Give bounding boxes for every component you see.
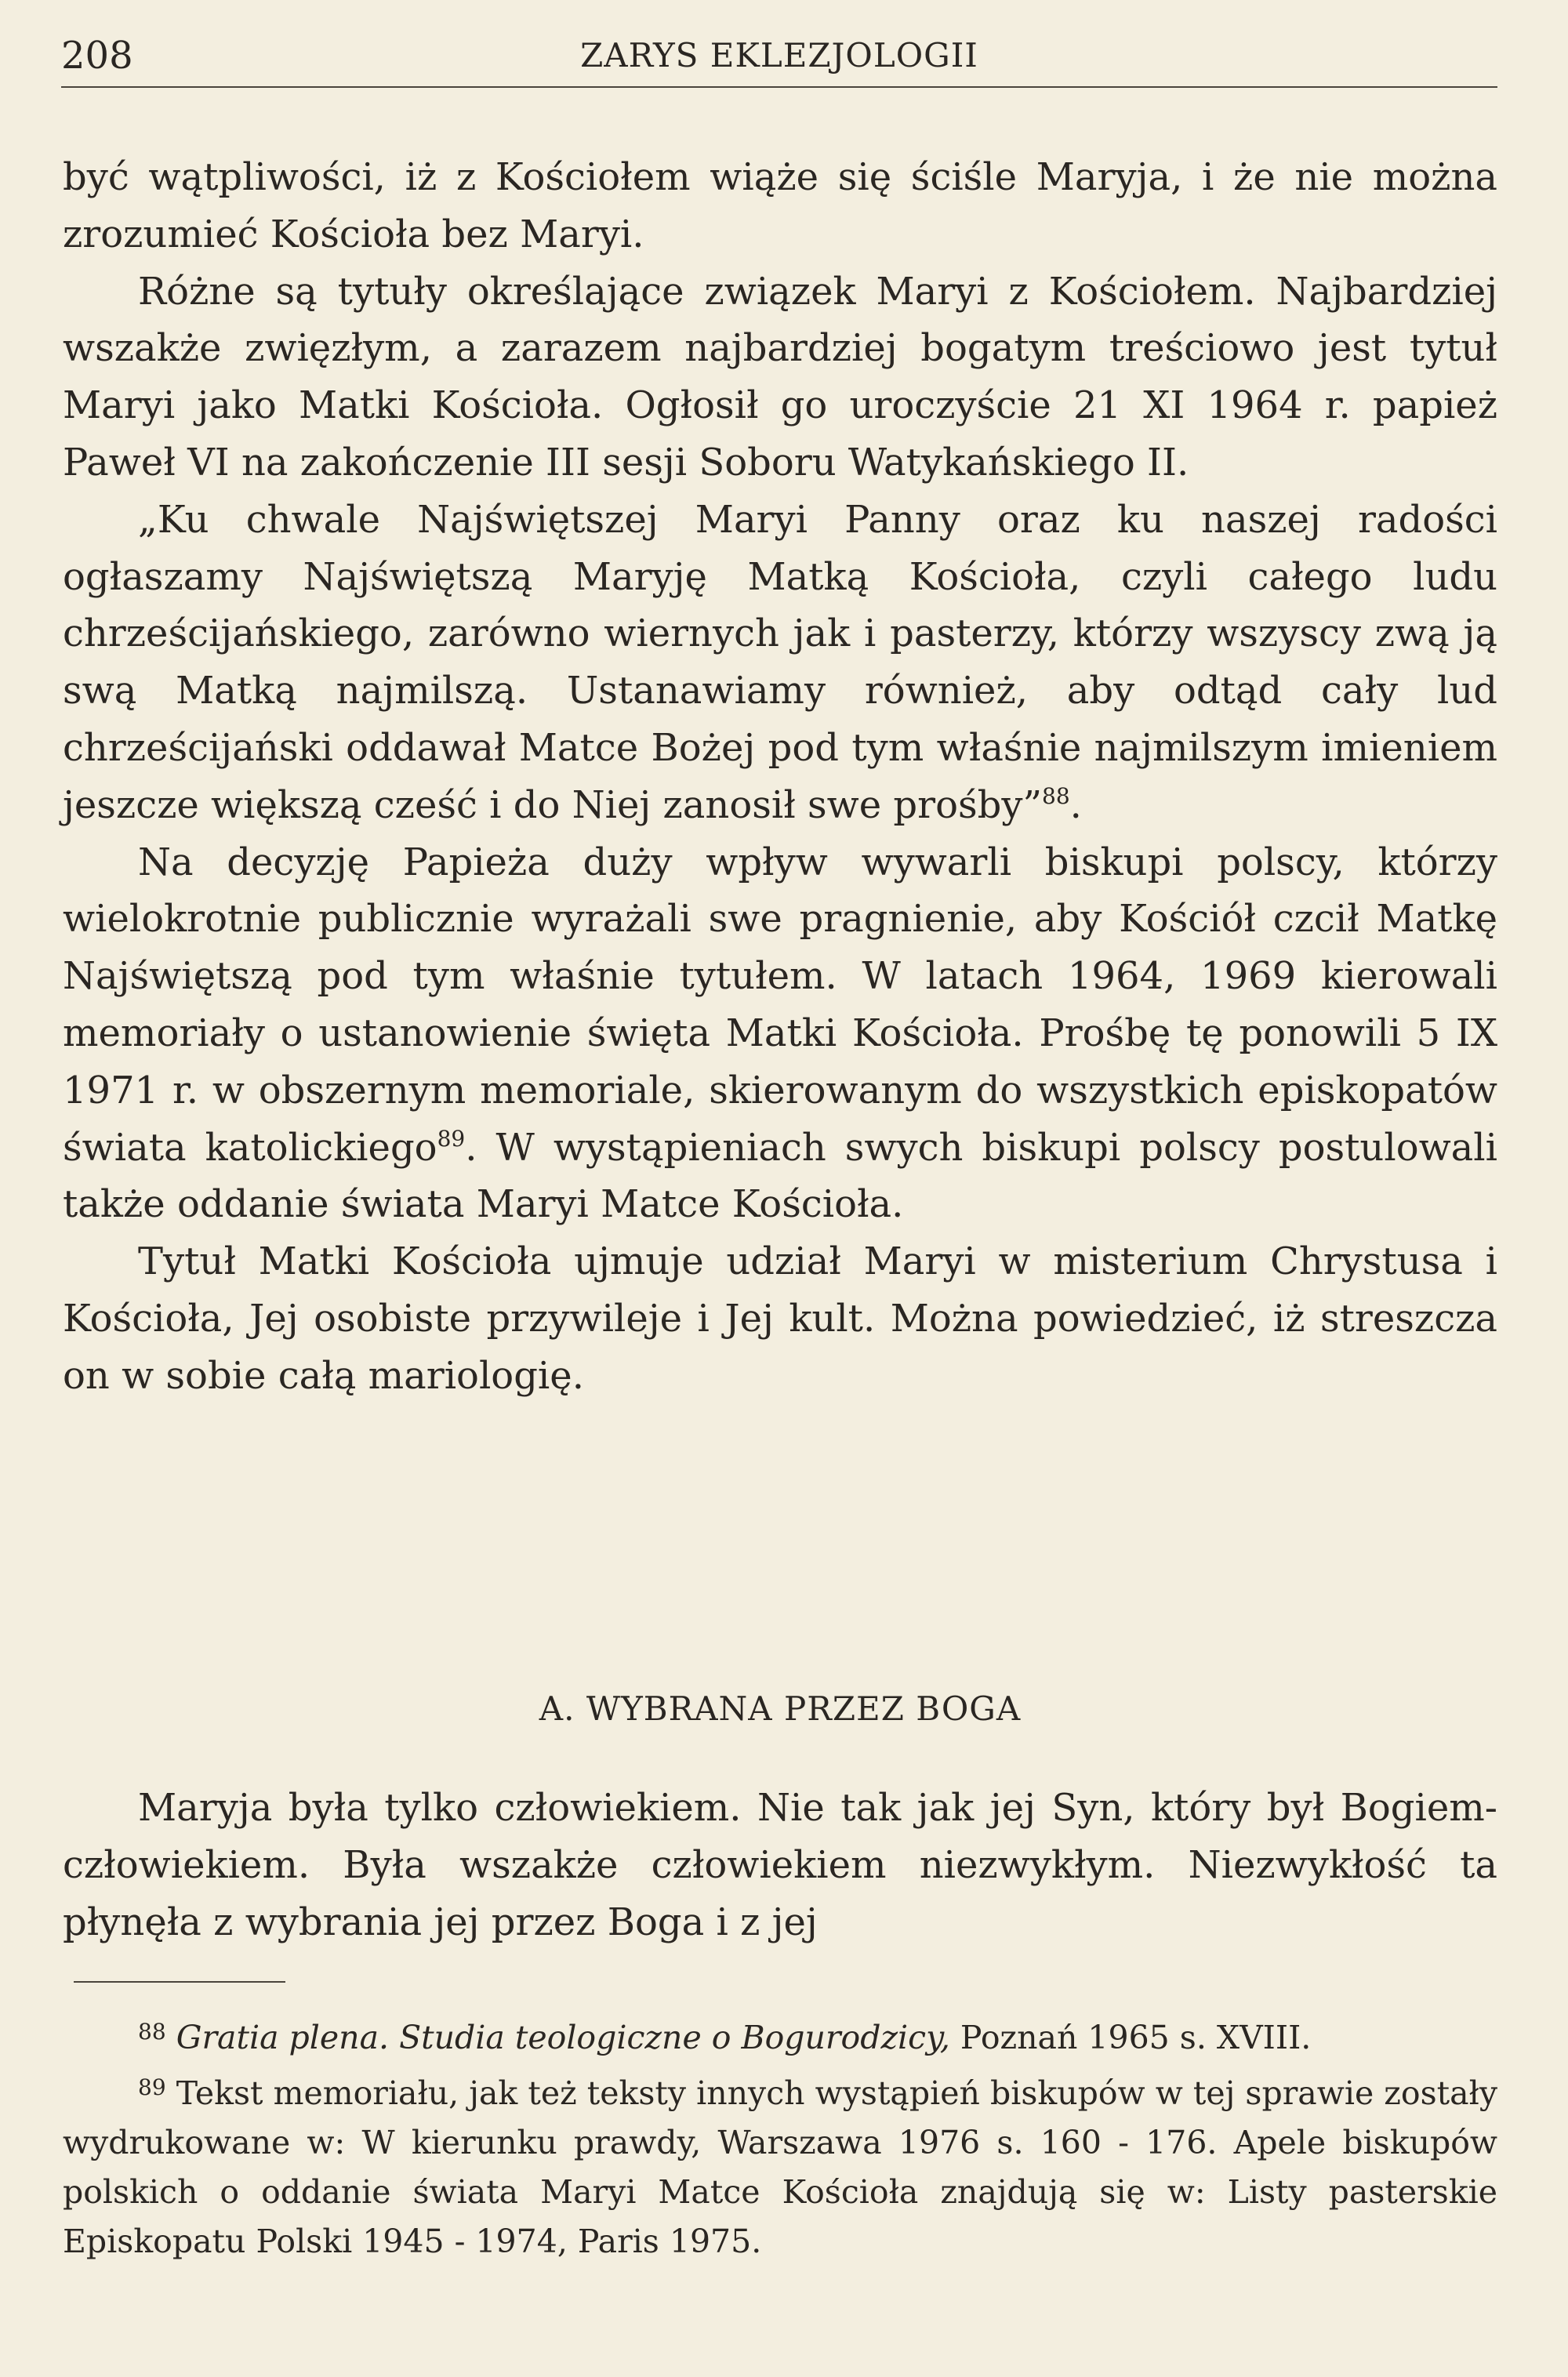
footnote-text: Tekst memoriału, jak też teksty innych wystąpień biskupów w tej sprawie zostały wydrukowane w: W kierunku prawdy, Warszawa 1976 s. 160 - 176. Apele biskupów polskich o oddanie świata Maryi Matce Kościoła znajdują się w: Listy pasterskie Episkopatu Polski 1945 - 1974, Paris 1975. bbox=[63, 2074, 1497, 2260]
footnote-title: Gratia plena. Studia teologiczne o Bogurodzicy, bbox=[176, 2019, 950, 2056]
page-number: 208 bbox=[61, 34, 133, 78]
page-header bbox=[61, 28, 1497, 83]
running-head: ZARYS EKLEZJOLOGII bbox=[580, 36, 978, 74]
quote-end: . bbox=[1069, 782, 1082, 827]
paragraph-4-text: Na decyzję Papieża duży wpływ wywarli biskupi polscy, którzy wielokrotnie publicznie wyrażali swe pragnienie, aby Kościół czcił Matkę Najświętszą pod tym właśnie tytułem. W latach 1964, 1969 kierowali memoriały o ustanowienie święta Matki Kościoła. Prośbę tę ponowili 5 IX 1971 r. w obszernym memoriale, skierowanym do wszystkich episkopatów świata katolickiego bbox=[63, 840, 1497, 1170]
paragraph-2: Różne są tytuły określające związek Maryi z Kościołem. Najbardziej wszakże zwięzłym, a zarazem najbardziej bogatym treściowo jest tytuł Maryi jako Matki Kościoła. Ogłosił go uroczyście 21 XI 1964 r. papież Paweł VI na zakończenie III sesji Soboru Watykańskiego II. bbox=[63, 269, 1497, 484]
section-heading: A. WYBRANA PRZEZ BOGA bbox=[539, 1689, 1022, 1728]
footnotes bbox=[63, 2007, 1497, 2266]
paragraph-3-quote bbox=[63, 492, 1497, 834]
quote-text: „Ku chwale Najświętszej Maryi Panny oraz ku naszej radości ogłaszamy Najświętszą Maryję Matką Kościoła, czyli całego ludu chrześcijańskiego, zarówno wiernych jak i pasterzy, którzy wszyscy zwą ją swą Matką najmilszą. Ustanawiamy również, aby odtąd cały lud chrześcijański oddawał Matce Bożej pod tym właśnie najmilszym imieniem jeszcze większą cześć i do Niej zanosił swe prośby” bbox=[63, 497, 1497, 827]
section-paragraph-1: Maryja była tylko człowiekiem. Nie tak jak jej Syn, który był Bogiem-człowiekiem. Była wszakże człowiekiem niezwykłym. Niezwykłość ta płynęła z wybrania jej przez Boga i z jej bbox=[63, 1786, 1497, 1944]
footnote-88 bbox=[63, 2007, 1497, 2063]
footnote-ref-89: 89 bbox=[437, 1125, 466, 1152]
main-text bbox=[63, 149, 1497, 1405]
footnote-number: 88 bbox=[138, 2019, 166, 2045]
header-rule bbox=[61, 86, 1497, 88]
footnote-ref-88: 88 bbox=[1042, 782, 1070, 809]
paragraph-4 bbox=[63, 834, 1497, 1234]
paragraph-5: Tytuł Matki Kościoła ujmuje udział Maryi w misterium Chrystusa i Kościoła, Jej osobiste przywileje i Jej kult. Można powiedzieć, iż streszcza on w sobie całą mariologię. bbox=[63, 1239, 1497, 1398]
paragraph-1: być wątpliwości, iż z Kościołem wiąże się ściśle Maryja, i że nie można zrozumieć Kościoła bez Maryi. bbox=[63, 155, 1497, 256]
footnote-rest: Poznań 1965 s. XVIII. bbox=[949, 2019, 1312, 2056]
footnote-89 bbox=[63, 2063, 1497, 2266]
section-text bbox=[63, 1780, 1497, 1951]
footnote-rule bbox=[74, 1981, 285, 1983]
footnote-number: 89 bbox=[138, 2074, 166, 2100]
paragraph-4-rest: . W wystąpieniach swych biskupi polscy postulowali także oddanie świata Maryi Matce Kościoła. bbox=[63, 1125, 1497, 1227]
